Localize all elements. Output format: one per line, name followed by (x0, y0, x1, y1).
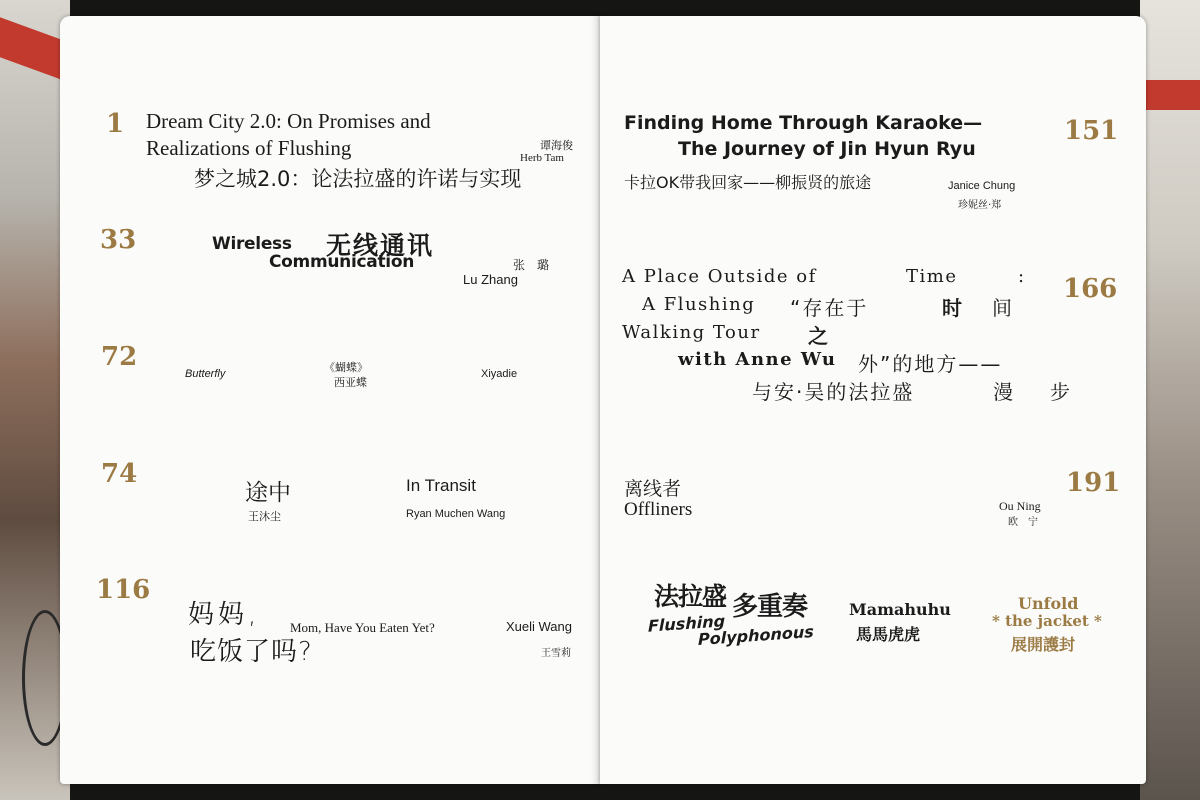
entry-title-zh-part: 漫 (993, 380, 1015, 404)
page-number: 166 (1063, 274, 1118, 304)
logo-en-polyphonous: Polyphonous (698, 621, 814, 650)
entry-title-zh-part: 之 (808, 324, 830, 348)
entry-title-en: Mom, Have You Eaten Yet? (290, 620, 435, 635)
entry-title-zh: 无线通讯 (326, 231, 435, 260)
unfold-zh: 展開護封 (1011, 635, 1076, 654)
author-name-en: Ryan Muchen Wang (406, 508, 506, 520)
entry-title-en-line1: Wireless (212, 234, 292, 254)
background-red-stripe (1140, 80, 1200, 110)
author-name-zh: 王沐尘 (248, 510, 281, 523)
author-name-zh: 王雪莉 (541, 648, 571, 659)
right-page (600, 16, 1146, 784)
mamahuhu-zh: 馬馬虎虎 (856, 625, 921, 644)
page-number: 116 (96, 575, 151, 605)
entry-title-en-part: with Anne Wu (678, 349, 837, 370)
author-name-zh: 谭海俊 (540, 139, 573, 152)
author-name-zh: 西亚蝶 (334, 376, 367, 389)
entry-title-en-part: Walking Tour (622, 322, 761, 343)
author-name-en: Ou Ning (999, 499, 1041, 513)
page-number: 33 (100, 225, 137, 255)
entry-title-zh: 卡拉OK带我回家——柳振贤的旅途 (624, 173, 872, 192)
entry-title-zh: 《蝴蝶》 (324, 361, 368, 374)
author-name-en: Janice Chung (948, 180, 1016, 192)
logo-en-flushing: Flushing (648, 611, 726, 636)
author-name-zh: 欧 宁 (1008, 517, 1038, 528)
logo-zh-flushing: 法拉盛 (654, 582, 727, 611)
author-name-en: Xueli Wang (506, 619, 572, 634)
entry-title-en-line2: Communication (269, 252, 414, 272)
entry-title-en: Offliners (624, 499, 693, 520)
entry-title-zh-handwritten-line1: 妈妈, (188, 600, 261, 630)
page-number: 1 (106, 109, 125, 139)
entry-title-en-part: A Flushing (642, 294, 756, 315)
entry-title-en-line1: Finding Home Through Karaoke— (624, 112, 983, 134)
page-number: 74 (101, 459, 138, 489)
page-number: 72 (101, 342, 138, 372)
entry-title-zh-part: 时 (942, 296, 964, 320)
author-name-zh: 张 璐 (513, 258, 550, 272)
entry-title-en: In Transit (406, 476, 476, 495)
page-number: 191 (1066, 468, 1121, 498)
entry-title-en-part: A Place Outside of (622, 266, 817, 287)
entry-title-zh-part: 间 (992, 296, 1014, 320)
mamahuhu-en: Mamahuhu (849, 600, 951, 619)
author-name-zh: 珍妮丝·郑 (958, 200, 1002, 211)
entry-title-zh-part: 与安·吴的法拉盛 (752, 380, 915, 404)
left-page (60, 16, 600, 784)
entry-title-en-line1: Dream City 2.0: On Promises and (146, 109, 431, 133)
unfold-line2: * the jacket * (992, 612, 1102, 630)
entry-title-zh-part: “存在于 (790, 296, 869, 320)
logo-zh-polyphonous: 多重奏 (732, 592, 808, 622)
entry-title-zh: 途中 (245, 480, 291, 506)
entry-title-en-line2: Realizations of Flushing (146, 136, 352, 160)
entry-title-zh-part: 外”的地方—— (858, 352, 1003, 376)
author-name-en: Herb Tam (520, 152, 564, 164)
entry-title-en-part: Time (906, 266, 958, 287)
entry-title-zh-handwritten-line2: 吃饭了吗? (190, 637, 313, 667)
page-number: 151 (1064, 116, 1119, 146)
entry-title-en: Butterfly (185, 368, 226, 380)
entry-title-en-line2: The Journey of Jin Hyun Ryu (678, 138, 976, 160)
author-name-en: Lu Zhang (463, 272, 518, 287)
entry-title-zh: 离线者 (624, 478, 682, 500)
entry-title-zh: 梦之城2.0：论法拉盛的许诺与实现 (194, 167, 522, 191)
author-name-en: Xiyadie (481, 368, 518, 380)
entry-title-zh-part: 步 (1050, 380, 1072, 404)
entry-title-en-part: : (1018, 266, 1026, 287)
unfold-line1: Unfold (1018, 594, 1079, 613)
background-photo-right (1140, 0, 1200, 800)
